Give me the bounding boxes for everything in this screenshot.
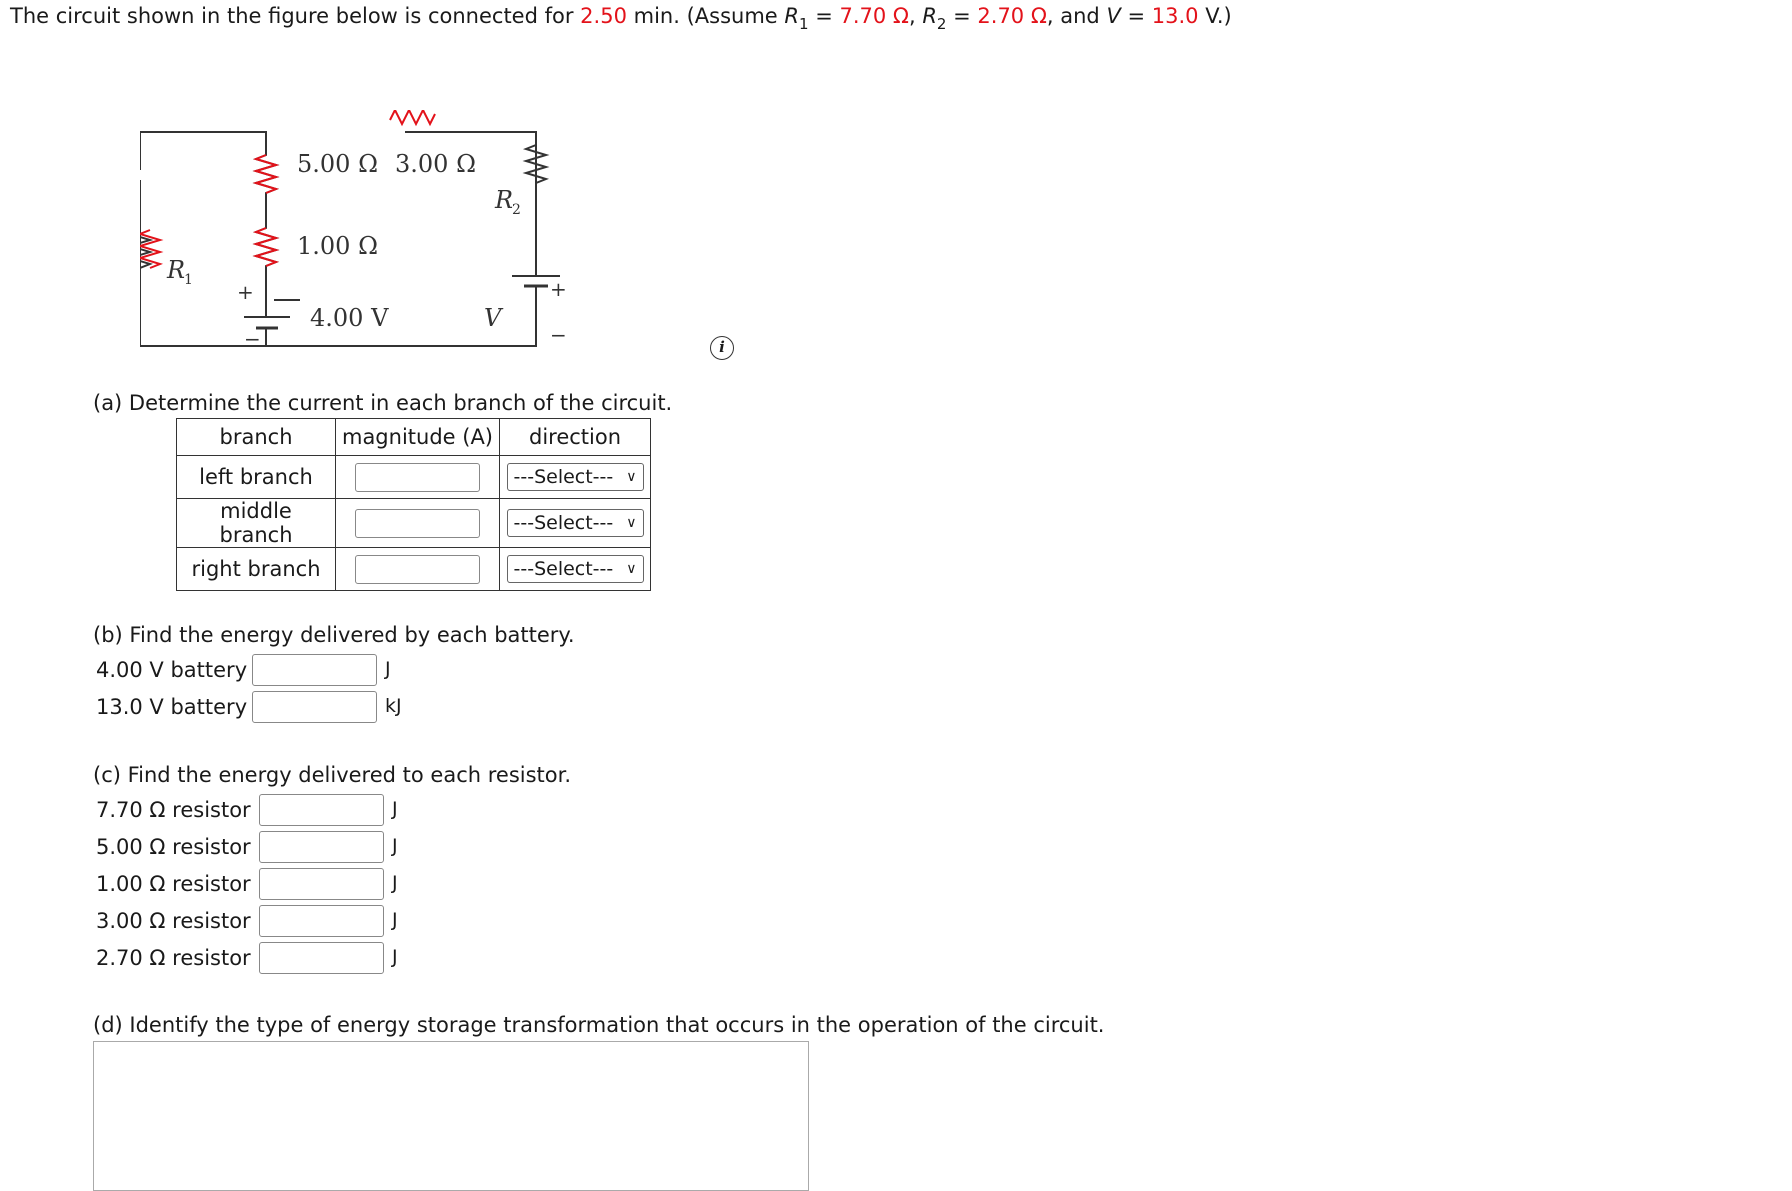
- v-symbol: V: [1106, 4, 1121, 28]
- table-row: [177, 548, 651, 591]
- resistor-5-00-energy-input[interactable]: [259, 831, 384, 863]
- branch-label: middle branch: [177, 499, 336, 548]
- label-r2-sub: 2: [512, 202, 521, 218]
- r1-value: 7.70 Ω: [839, 4, 909, 28]
- chevron-down-icon: ∨: [626, 469, 637, 485]
- r3-resistor: [390, 110, 435, 124]
- problem-text: V.): [1198, 4, 1232, 28]
- resistor-3-00-label: 3.00 Ω resistor: [96, 909, 251, 933]
- select-value: ---Select---: [513, 466, 614, 488]
- table-header-row: [177, 419, 651, 456]
- label-3ohm: 3.00 Ω: [395, 150, 476, 178]
- resistor-2-70-energy-input[interactable]: [259, 942, 384, 974]
- magnitude-cell: [336, 456, 500, 499]
- label-r1-sub: 1: [184, 272, 193, 288]
- unit-label: J: [392, 909, 398, 931]
- r1-ohm-zigzag: [256, 228, 276, 266]
- branch-label: right branch: [177, 548, 336, 591]
- battery-13v-label: 13.0 V battery: [96, 695, 248, 719]
- circuit-diagram: [140, 110, 610, 360]
- magnitude-cell: [336, 548, 500, 591]
- r2-subscript: 2: [936, 15, 947, 33]
- label-4v: 4.00 V: [310, 304, 389, 332]
- r5-zigzag: [256, 155, 276, 193]
- label-r2: R: [495, 186, 514, 214]
- right-branch-direction-select[interactable]: [507, 555, 644, 583]
- battery-4v-energy-input[interactable]: [252, 654, 377, 686]
- battery-13v-energy-input[interactable]: [252, 691, 377, 723]
- header-branch: branch: [177, 419, 336, 456]
- chevron-down-icon: ∨: [626, 561, 637, 577]
- header-magnitude: magnitude (A): [336, 419, 500, 456]
- right-branch-magnitude-input[interactable]: [355, 555, 480, 584]
- select-value: ---Select---: [513, 512, 614, 534]
- branch-label: left branch: [177, 456, 336, 499]
- r2-value: 2.70 Ω: [977, 4, 1047, 28]
- unit-label: J: [392, 946, 398, 968]
- resistor-7-70-energy-input[interactable]: [259, 794, 384, 826]
- branch-table: [176, 418, 651, 591]
- equals-sign: =: [946, 4, 978, 28]
- problem-statement: [10, 4, 1232, 33]
- plus-sign-right: +: [550, 277, 567, 301]
- time-value: 2.50: [580, 4, 627, 28]
- label-r1: R: [167, 256, 186, 284]
- r2-symbol: R: [922, 4, 937, 28]
- part-c-question: (c) Find the energy delivered to each resistor.: [93, 763, 572, 787]
- unit-label: J: [385, 658, 391, 680]
- magnitude-cell: [336, 499, 500, 548]
- unit-label: J: [392, 798, 398, 820]
- minus-sign-right: −: [550, 323, 567, 347]
- middle-branch-magnitude-input[interactable]: [355, 509, 480, 538]
- r1-subscript: 1: [798, 15, 809, 33]
- part-b-question: (b) Find the energy delivered by each battery.: [93, 623, 575, 647]
- direction-cell: [500, 456, 651, 499]
- resistor-1-00-label: 1.00 Ω resistor: [96, 872, 251, 896]
- info-icon[interactable]: i: [710, 336, 734, 360]
- chevron-down-icon: ∨: [626, 515, 637, 531]
- left-branch-magnitude-input[interactable]: [355, 463, 480, 492]
- label-1ohm: 1.00 Ω: [297, 232, 378, 260]
- unit-label: kJ: [385, 695, 402, 717]
- resistor-2-70-label: 2.70 Ω resistor: [96, 946, 251, 970]
- v-value: 13.0: [1151, 4, 1199, 28]
- label-5ohm: 5.00 Ω: [297, 150, 378, 178]
- select-value: ---Select---: [513, 558, 614, 580]
- minus-sign-left: −: [244, 327, 261, 351]
- unit-label: J: [392, 872, 398, 894]
- problem-text: min. (Assume: [626, 4, 785, 28]
- table-row: [177, 499, 651, 548]
- part-a-question: (a) Determine the current in each branch of the circuit.: [93, 391, 673, 415]
- unit-label: J: [392, 835, 398, 857]
- direction-cell: [500, 499, 651, 548]
- equals-sign: =: [808, 4, 840, 28]
- table-row: [177, 456, 651, 499]
- equals-sign: =: [1120, 4, 1152, 28]
- header-direction: direction: [500, 419, 651, 456]
- resistor-5-00-label: 5.00 Ω resistor: [96, 835, 251, 859]
- left-branch-direction-select[interactable]: [507, 463, 644, 491]
- part-d-answer-textarea[interactable]: [93, 1041, 809, 1191]
- part-d-question: (d) Identify the type of energy storage transformation that occurs in the operation of the circuit.: [93, 1013, 1105, 1037]
- r1-symbol: R: [784, 4, 799, 28]
- resistor-1-00-energy-input[interactable]: [259, 868, 384, 900]
- resistor-7-70-label: 7.70 Ω resistor: [96, 798, 251, 822]
- problem-text: , and: [1046, 4, 1107, 28]
- problem-text: The circuit shown in the figure below is connected for: [10, 4, 581, 28]
- wire-top-left: [140, 132, 266, 170]
- resistor-3-00-energy-input[interactable]: [259, 905, 384, 937]
- plus-sign-left: +: [237, 280, 254, 304]
- separator: ,: [908, 4, 923, 28]
- battery-4v-label: 4.00 V battery: [96, 658, 248, 682]
- label-v: V: [484, 304, 502, 332]
- direction-cell: [500, 548, 651, 591]
- middle-branch-direction-select[interactable]: [507, 509, 644, 537]
